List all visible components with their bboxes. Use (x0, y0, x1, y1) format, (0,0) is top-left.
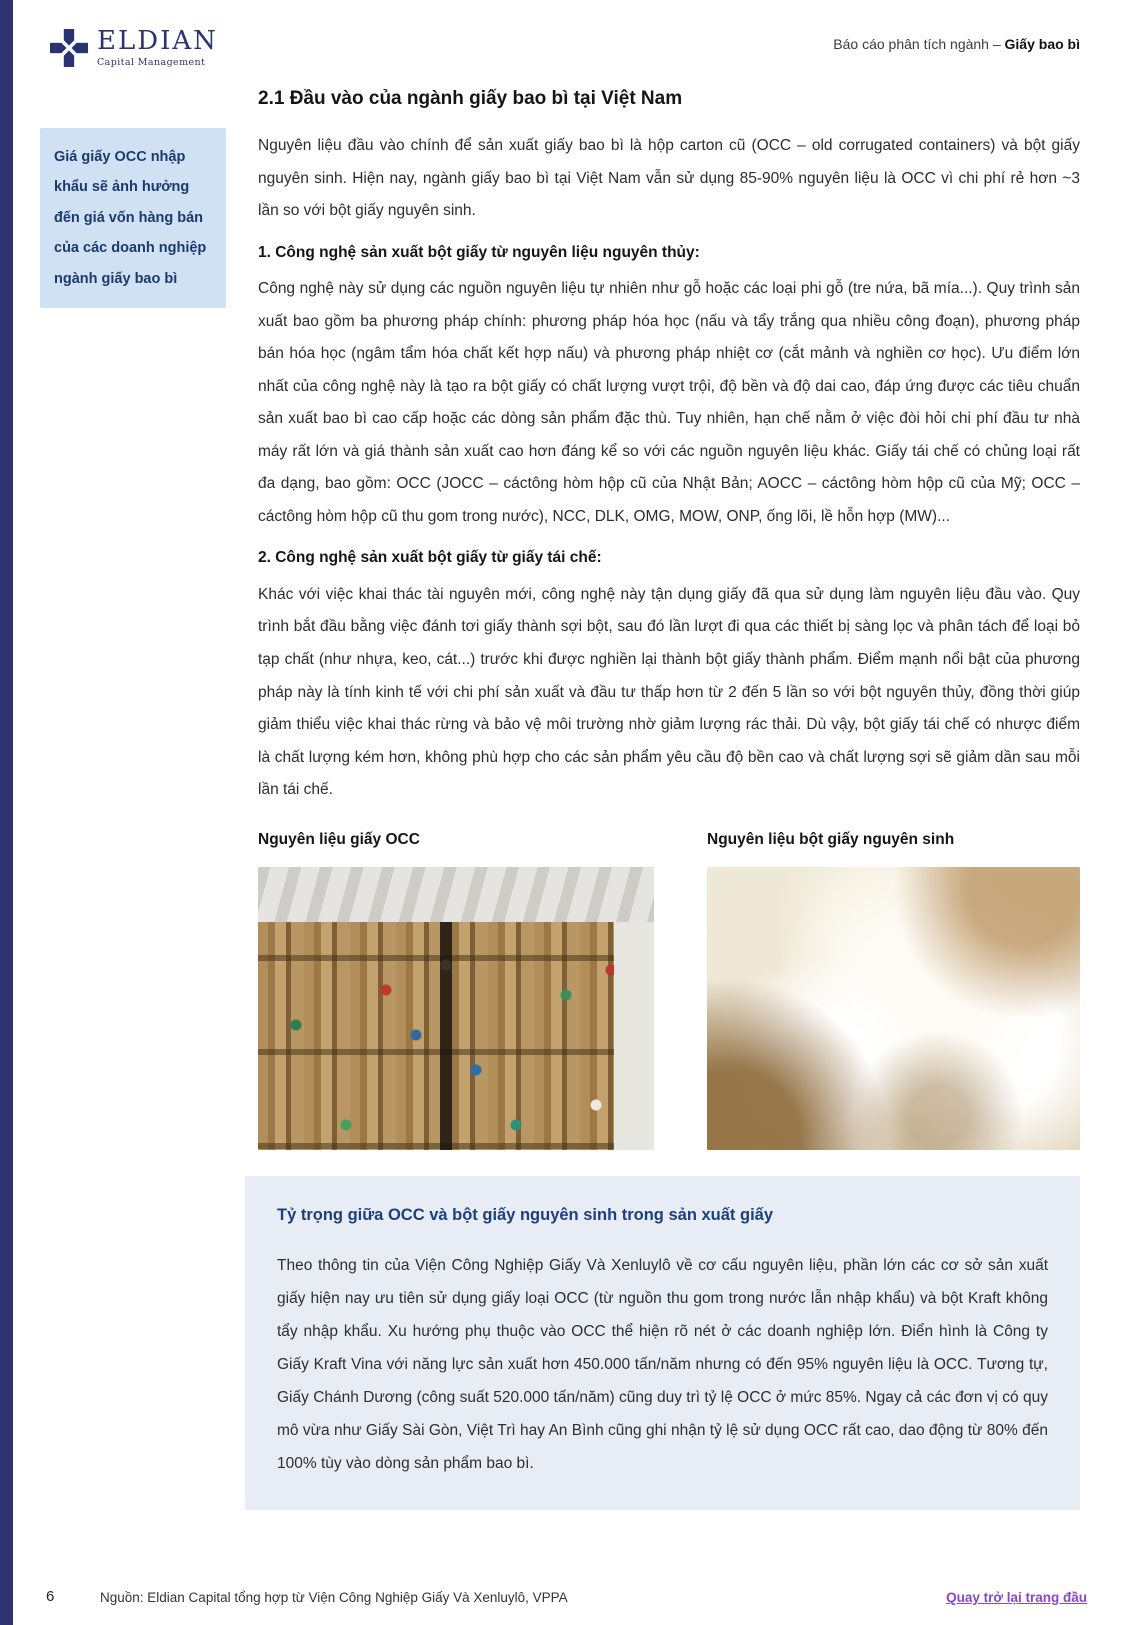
section-title: 2.1 Đầu vào của ngành giấy bao bì tại Việt Nam (258, 88, 683, 109)
figure-virgin-pulp-caption: Nguyên liệu bột giấy nguyên sinh (707, 830, 955, 848)
sidebar-key-takeaway-text: Giá giấy OCC nhập khẩu sẽ ảnh hưởng đến giá vốn hàng bán của các doanh nghiệp ngành giấy bao bì (54, 149, 207, 287)
eldian-logo (50, 26, 218, 70)
occ-ratio-callout-box (245, 1176, 1080, 1510)
logo-wordmark (97, 28, 218, 68)
main-content (258, 88, 1080, 1510)
paragraph-intro: Nguyên liệu đầu vào chính để sản xuất giấy bao bì là hộp carton cũ (OCC – old corrugated containers) và bột giấy nguyên sinh. Hiện nay, ngành giấy bao bì tại Việt Nam vẫn sử dụng 85-90% nguyên liệu là OCC vì chi phí rẻ hơn ~3 lần so với bột giấy nguyên sinh. (258, 137, 1080, 220)
occ-bales-image (258, 867, 654, 1150)
callout-box-body: Theo thông tin của Viện Công Nghiệp Giấy Và Xenluylô về cơ cấu nguyên liệu, phần lớn các cơ sở sản xuất giấy hiện nay ưu tiên sử dụng giấy loại OCC (từ nguồn thu gom trong nước lẫn nhập khẩu) và bột Kraft không tẩy nhập khẩu. Xu hướng phụ thuộc vào OCC thể hiện rõ nét ở các doanh nghiệp lớn. Điển hình là Công ty Giấy Kraft Vina với năng lực sản xuất hơn 450.000 tấn/năm nhưng có đến 95% nguyên liệu là OCC. Tương tự, Giấy Chánh Dương (công suất 520.000 tấn/năm) cũng duy trì tỷ lệ OCC ở mức 85%. Ngay cả các đơn vị có quy mô vừa như Giấy Sài Gòn, Việt Trì hay An Bình cũng ghi nhận tỷ lệ sử dụng OCC rất cao, dao động từ 80% đến 100% tùy vào dòng sản phẩm bao bì. (277, 1256, 1048, 1472)
report-header-label (833, 36, 1080, 52)
footer-source: Nguồn: Eldian Capital tổng hợp từ Viện Công Nghiệp Giấy Và Xenluylô, VPPA (100, 1590, 568, 1605)
logo-tagline: Capital Management (97, 57, 206, 69)
figure-occ (258, 831, 654, 1150)
figure-virgin-pulp (707, 831, 1080, 1150)
back-to-first-page-link[interactable]: Quay trở lại trang đầu (946, 1590, 1087, 1605)
subheading-virgin-pulp: 1. Công nghệ sản xuất bột giấy từ nguyên liệu nguyên thủy: (258, 243, 700, 261)
sidebar-key-takeaway (40, 128, 226, 308)
eldian-cross-icon (50, 26, 88, 70)
report-topic-text: Giấy bao bì (1004, 36, 1080, 52)
page-edge-accent-bar (0, 0, 13, 1625)
subheading-recycled-pulp: 2. Công nghệ sản xuất bột giấy từ giấy tái chế: (258, 549, 602, 567)
page-number: 6 (46, 1588, 55, 1605)
figure-occ-caption: Nguyên liệu giấy OCC (258, 830, 420, 848)
report-type-text: Báo cáo phân tích ngành – (833, 36, 1005, 52)
callout-box-title: Tỷ trọng giữa OCC và bột giấy nguyên sinh trong sản xuất giấy (277, 1205, 774, 1224)
paragraph-recycled-pulp: Khác với việc khai thác tài nguyên mới, công nghệ này tận dụng giấy đã qua sử dụng làm nguyên liệu đầu vào. Quy trình bắt đầu bằng việc đánh tơi giấy thành sợi bột, sau đó lần lượt đi qua các thiết bị sàng lọc và phân tách để loại bỏ tạp chất (như nhựa, keo, cát...) trước khi được nghiền lại thành bột giấy thành phẩm. Điểm mạnh nổi bật của phương pháp này là tính kinh tế với chi phí sản xuất và đầu tư thấp hơn từ 2 đến 5 lần so với bột nguyên thủy, đồng thời giúp giảm thiểu việc khai thác rừng và bảo vệ môi trường nhờ giảm lượng rác thải. Dù vậy, bột giấy tái chế có nhược điểm là chất lượng kém hơn, không phù hợp cho các sản phẩm yêu cầu độ bền cao và chất lượng sợi sẽ giảm dần sau mỗi lần tái chế. (258, 585, 1080, 799)
virgin-pulp-image (707, 867, 1080, 1150)
logo-name: ELDIAN (97, 26, 218, 57)
figure-row (258, 831, 1080, 1150)
paragraph-virgin-pulp: Công nghệ này sử dụng các nguồn nguyên liệu tự nhiên như gỗ hoặc các loại phi gỗ (tre nứa, bã mía...). Quy trình sản xuất bao gồm ba phương pháp chính: phương pháp hóa học (nấu và tẩy trắng qua nhiều công đoạn), phương pháp bán hóa học (ngâm tẩm hóa chất kết hợp nấu) và phương pháp nhiệt cơ (cắt mảnh và nghiền cơ học). Ưu điểm lớn nhất của công nghệ này là tạo ra bột giấy có chất lượng vượt trội, độ bền và độ dai cao, đáp ứng được các tiêu chuẩn sản xuất bao bì cao cấp hoặc các dòng sản phẩm đặc thù. Tuy nhiên, hạn chế nằm ở việc đòi hỏi chi phí đầu tư nhà máy rất lớn và giá thành sản xuất cao hơn đáng kể so với các nguồn nguyên liệu khác. Giấy tái chế có chủng loại rất đa dạng, bao gồm: OCC (JOCC – cáctông hòm hộp cũ của Nhật Bản; AOCC – cáctông hòm hộp cũ của Mỹ; OCC – cáctông hòm hộp cũ thu gom trong nước), NCC, DLK, OMG, MOW, ONP, ống lõi, lề hỗn hợp (MW)... (258, 280, 1080, 525)
